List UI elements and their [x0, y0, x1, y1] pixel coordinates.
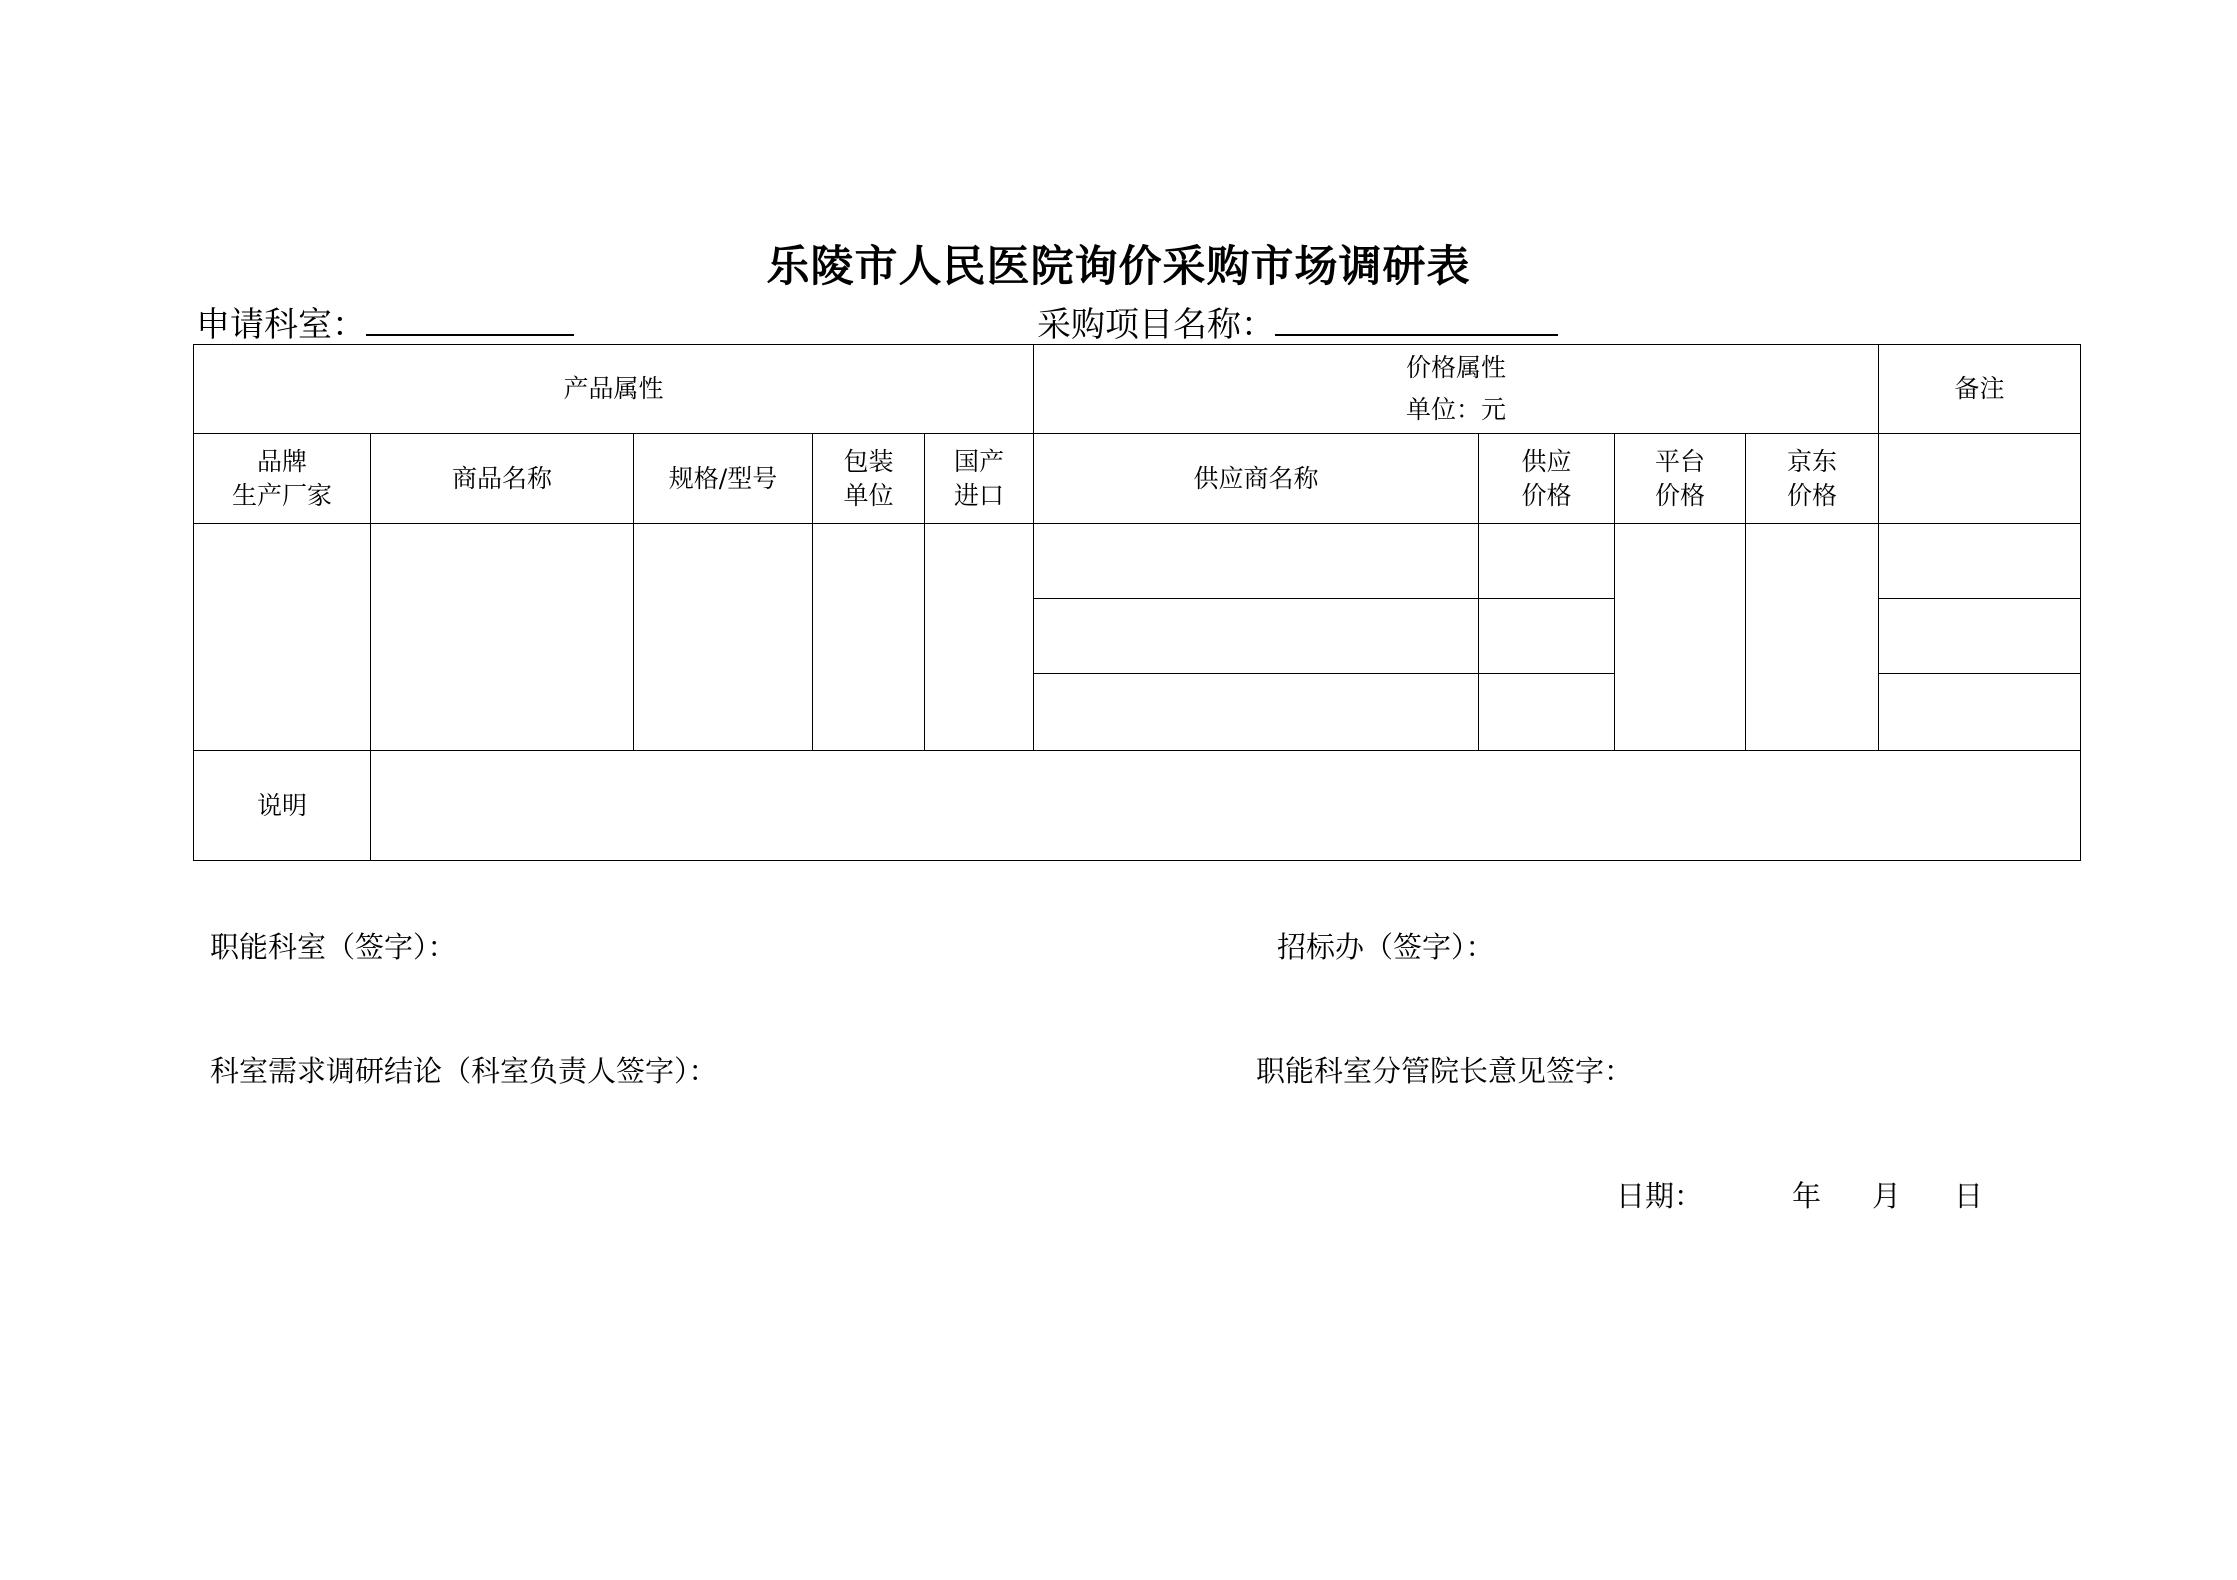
date-year: 年	[1792, 1179, 1822, 1213]
platform-label: 平台	[1654, 446, 1705, 476]
package-label: 包装	[843, 446, 894, 476]
department-field	[196, 298, 574, 349]
brand-manufacturer-header	[194, 434, 371, 524]
supply-price-cell[interactable]	[1479, 674, 1615, 751]
manufacturer-label: 生产厂家	[231, 480, 332, 510]
platform-price-cell[interactable]	[1615, 524, 1746, 751]
domestic-import-header	[925, 434, 1034, 524]
project-name-label: 采购项目名称：	[1037, 305, 1275, 345]
project-name-blank[interactable]	[1275, 298, 1558, 336]
product-name-label: 商品名称	[451, 463, 552, 493]
department-blank[interactable]	[366, 298, 574, 336]
platform-price-label: 价格	[1654, 480, 1705, 510]
product-attributes-header	[194, 345, 1034, 434]
remarks-cell[interactable]	[1879, 524, 2081, 599]
package-unit-cell[interactable]	[813, 524, 925, 751]
note-label: 说明	[256, 790, 307, 820]
product-name-cell[interactable]	[371, 524, 634, 751]
vice-president-signature: 职能科室分管院长意见签字：	[1256, 1054, 1634, 1088]
supplier-name-cell[interactable]	[1034, 524, 1479, 599]
jd-label: 京东	[1787, 446, 1838, 476]
unit-label: 单位	[843, 480, 894, 510]
note-header	[194, 751, 371, 861]
supply-price-cell[interactable]	[1479, 599, 1615, 674]
note-cell[interactable]	[371, 751, 2081, 861]
remarks-label: 备注	[1954, 374, 2005, 403]
survey-table	[193, 344, 2081, 861]
price-attributes-label: 价格属性	[1406, 353, 1507, 382]
remarks-column-header	[1879, 434, 2081, 524]
domestic-label: 国产	[953, 446, 1004, 476]
jd-price-cell[interactable]	[1746, 524, 1879, 751]
product-attributes-label: 产品属性	[563, 374, 664, 403]
package-unit-header	[813, 434, 925, 524]
bidding-office-signature: 招标办（签字）：	[1277, 930, 1495, 964]
domestic-import-cell[interactable]	[925, 524, 1034, 751]
remarks-cell[interactable]	[1879, 674, 2081, 751]
functional-dept-signature: 职能科室（签字）：	[210, 930, 457, 964]
date-day: 日	[1954, 1179, 1984, 1213]
jd-price-header	[1746, 434, 1879, 524]
dept-conclusion-signature: 科室需求调研结论（科室负责人签字）：	[210, 1054, 718, 1088]
price-attributes-header	[1034, 345, 1879, 434]
date-month: 月	[1872, 1179, 1902, 1213]
jd-price-label: 价格	[1787, 480, 1838, 510]
brand-label: 品牌	[256, 446, 307, 476]
spec-model-label: 规格/型号	[668, 463, 778, 493]
import-label: 进口	[953, 480, 1004, 510]
supply-price-header	[1479, 434, 1615, 524]
remarks-cell[interactable]	[1879, 599, 2081, 674]
supplier-name-cell[interactable]	[1034, 674, 1479, 751]
project-name-field	[1037, 298, 1558, 349]
product-name-header	[371, 434, 634, 524]
document-title: 乐陵市人民医院询价采购市场调研表	[766, 242, 1471, 292]
platform-price-header	[1615, 434, 1746, 524]
supplier-name-header	[1034, 434, 1479, 524]
supply-label: 供应	[1521, 446, 1572, 476]
price-unit-label: 单位：元	[1406, 395, 1507, 424]
brand-cell[interactable]	[194, 524, 371, 751]
supply-price-cell[interactable]	[1479, 524, 1615, 599]
supply-price-label: 价格	[1521, 480, 1572, 510]
spec-model-cell[interactable]	[634, 524, 813, 751]
date-label: 日期：	[1616, 1179, 1704, 1213]
spec-model-header	[634, 434, 813, 524]
department-label: 申请科室：	[196, 305, 366, 345]
supplier-name-cell[interactable]	[1034, 599, 1479, 674]
remarks-header	[1879, 345, 2081, 434]
supplier-name-label: 供应商名称	[1193, 463, 1319, 493]
